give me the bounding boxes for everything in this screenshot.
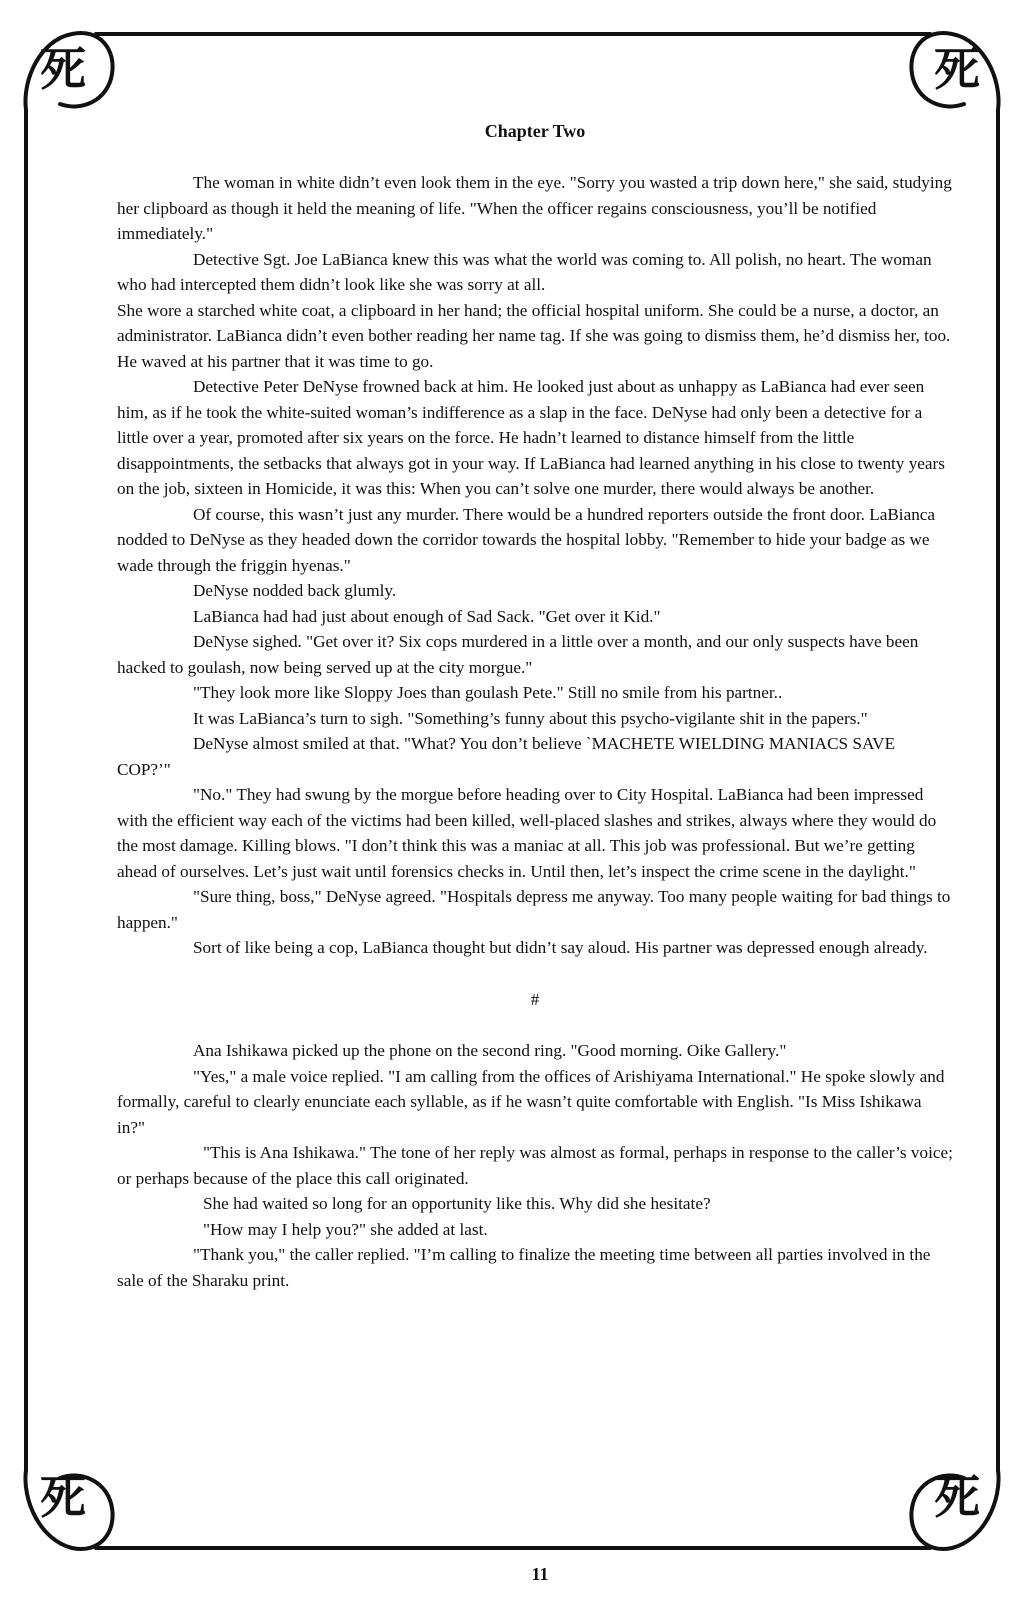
- page-body: [117, 118, 953, 1293]
- paragraph: "Thank you," the caller replied. "I’m calling to finalize the meeting time between all parties involved in the sale of the Sharaku print.: [117, 1245, 931, 1290]
- paragraph: Detective Sgt. Joe LaBianca knew this was what the world was coming to. All polish, no heart. The woman who had intercepted them didn’t look like she was sorry at all.: [117, 249, 932, 294]
- paragraph: Ana Ishikawa picked up the phone on the second ring. "Good morning. Oike Gallery.": [193, 1041, 787, 1060]
- death-kanji-icon: 死: [40, 1470, 86, 1524]
- paragraph: She had waited so long for an opportunity like this. Why did she hesitate?: [203, 1194, 711, 1213]
- paragraph: "No." They had swung by the morgue before heading over to City Hospital. LaBianca had been impressed with the efficient way each of the victims had been killed, well-placed slashes and strikes, always where they would do the most damage. Killing blows. "I don’t think this was a maniac at all. This job was professional. But we’re getting ahead of ourselves. Let’s just wait until forensics checks in. Until then, let’s inspect the crime scene in the daylight.": [117, 785, 937, 881]
- paragraph: DeNyse sighed. "Get over it? Six cops murdered in a little over a month, and our only suspects have been hacked to goulash, now being served up at the city morgue.": [117, 632, 919, 677]
- paragraph: "This is Ana Ishikawa." The tone of her reply was almost as formal, perhaps in response to the caller’s voice; or perhaps because of the place this call originated.: [117, 1143, 953, 1188]
- paragraph: It was LaBianca’s turn to sigh. "Something’s funny about this psycho-vigilante shit in the papers.": [193, 708, 868, 728]
- paragraph: Of course, this wasn’t just any murder. There would be a hundred reporters outside the front door. LaBianca nodded to DeNyse as they headed down the corridor towards the hospital lobby. "Remember to hide your badge as we wade through the friggin hyenas.": [117, 504, 936, 575]
- paragraph: She wore a starched white coat, a clipboard in her hand; the official hospital uniform. She could be a nurse, a doctor, an administrator. LaBianca didn’t even bother reading her name tag. If she was going to dismiss them, he’d dismiss her, too. He waved at his partner that it was time to go.: [117, 300, 951, 371]
- paragraph: DeNyse almost smiled at that. "What? You don’t believe `MACHETE WIELDING MANIACS SAVE COP?’": [117, 734, 896, 779]
- paragraph: LaBianca had had just about enough of Sad Sack. "Get over it Kid.": [193, 606, 661, 626]
- death-kanji-icon: 死: [40, 42, 86, 96]
- paragraph: "They look more like Sloppy Joes than goulash Pete." Still no smile from his partner..: [193, 683, 783, 702]
- scene-break: #: [530, 989, 540, 1009]
- paragraph: DeNyse nodded back glumly.: [193, 581, 397, 600]
- chapter-title: Chapter Two: [484, 121, 586, 141]
- page-number: 11: [531, 1564, 549, 1584]
- paragraph: The woman in white didn’t even look them in the eye. "Sorry you wasted a trip down here," she said, studying her clipboard as though it held the meaning of life. "When the officer regains consciousness, you’ll be notified immediately.": [117, 173, 952, 243]
- paragraph: "Yes," a male voice replied. "I am calling from the offices of Arishiyama International." He spoke slowly and formally, careful to clearly enunciate each syllable, as if he wasn’t quite comfortable with English. "Is Miss Ishikawa in?": [117, 1066, 945, 1137]
- paragraph: "Sure thing, boss," DeNyse agreed. "Hospitals depress me anyway. Too many people waiting for bad things to happen.": [117, 887, 951, 932]
- paragraph: "How may I help you?" she added at last.: [203, 1219, 488, 1239]
- paragraph: Sort of like being a cop, LaBianca thought but didn’t say aloud. His partner was depressed enough already.: [193, 938, 928, 957]
- death-kanji-icon: 死: [934, 1470, 980, 1524]
- paragraph: Detective Peter DeNyse frowned back at him. He looked just about as unhappy as LaBianca had ever seen him, as if he took the white-suited woman’s indifference as a slap in the face. DeNyse had only been a detective for a little over a year, promoted after six years on the force. He hadn’t learned to distance himself from the little disappointments, the setbacks that always got in your way. If LaBianca had learned anything in his close to twenty years on the job, sixteen in Homicide, it was this: When you can’t solve one murder, there would always be another.: [117, 377, 945, 498]
- death-kanji-icon: 死: [934, 42, 980, 96]
